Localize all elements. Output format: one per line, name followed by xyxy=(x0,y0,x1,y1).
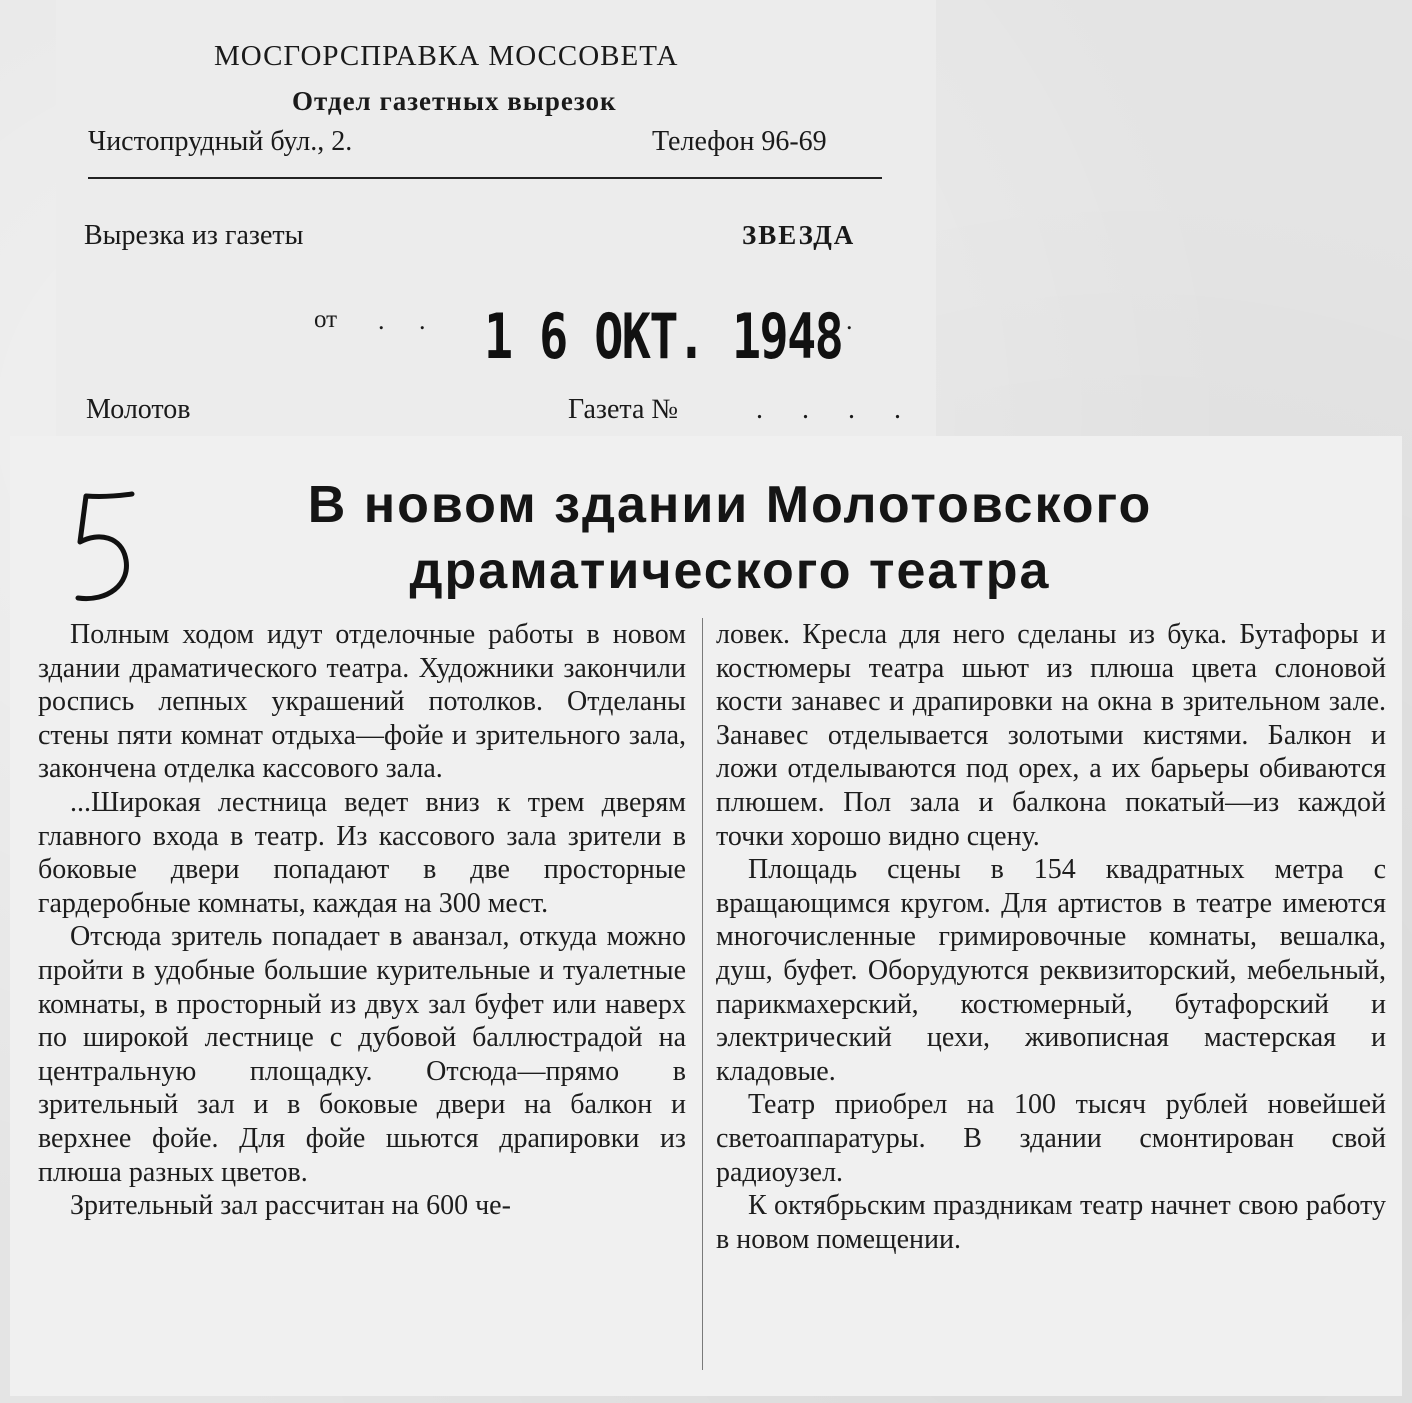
issue-label: Газета № xyxy=(568,394,679,425)
header-rule xyxy=(88,177,882,179)
paragraph: Отсюда зритель попадает в аванзал, откуда можно пройти в удобные большие курительные и туалетные комнаты, в просторный из двух зал буфет или наверх по широкой лестнице с дубовой баллюстрадой на центральную площадку. Отсюда—прямо в зрительный зал и в боковые двери на балкон и верхнее фойе. Для фойе шьются драпировки из плюша разных цветов. xyxy=(38,921,686,1188)
issue-dots: . . . . xyxy=(756,394,917,425)
phone-number: Телефон 96-69 xyxy=(652,126,827,157)
paragraph: К октябрьским праздникам театр начнет свою работу в новом помещении. xyxy=(716,1190,1386,1255)
paragraph: Полным ходом идут отделочные работы в новом здании драматического театра. Художники закончили роспись лепных украшений потолков. Отделаны стены пяти комнат отдыха—фойе и зрительного зала, закончена отделка кассового зала. xyxy=(38,619,686,785)
city-name: Молотов xyxy=(86,394,191,425)
paragraph: Площадь сцены в 154 квадратных метра с вращающимся кругом. Для артистов в театре имеются многочисленные гримировочные комнаты, вешалка, душ, буфет. Оборудуются реквизиторский, мебельный, парикмахерский, костюмерный, бутафорский и электрический цехи, живописная мастерская и кладовые. xyxy=(716,854,1386,1087)
newspaper-article xyxy=(10,436,1402,1396)
paragraph: Зрительный зал рассчитан на 600 че- xyxy=(70,1190,511,1222)
date-dots-after: . xyxy=(846,306,867,335)
date-dots-before: . . xyxy=(378,306,440,335)
clipping-label: Вырезка из газеты xyxy=(84,220,304,251)
newspaper-name: ЗВЕЗДА xyxy=(742,220,856,250)
paragraph: Театр приобрел на 100 тысяч рублей новейшей светоаппаратуры. В здании смонтирован свой радиоузел. xyxy=(716,1089,1386,1188)
right-column xyxy=(716,618,1386,1256)
paragraph: ловек. Кресла для него сделаны из бука. Бутафоры и костюмеры театра шьют из плюша цвета слоновой кости занавес и драпировки на окна в зрительном зале. Занавес отделывается золотыми кистями. Балкон и ложи отделываются под орех, а их барьеры обиваются плюшем. Пол зала и балкона покатый—из каждой точки хорошо видно сцену. xyxy=(716,619,1386,852)
department-name: Отдел газетных вырезок xyxy=(292,86,617,116)
address: Чистопрудный бул., 2. xyxy=(88,126,353,157)
article-headline: В новом здании Молотовского драматического театра xyxy=(307,476,1153,600)
clipping-service-card xyxy=(56,0,936,440)
organization-name: МОСГОРСПРАВКА МОССОВЕТА xyxy=(214,40,679,72)
date-stamp: 1 6 ОКТ. 1948 xyxy=(484,300,843,373)
left-column xyxy=(38,618,686,1223)
handwritten-number xyxy=(60,480,150,610)
paragraph: ...Широкая лестница ведет вниз к трем дверям главного входа в театр. Из кассового зала зрители в боковые двери попадают в две просторные гардеробные комнаты, каждая на 300 мест. xyxy=(38,786,686,919)
date-label: от xyxy=(314,306,338,333)
column-divider xyxy=(702,618,703,1370)
